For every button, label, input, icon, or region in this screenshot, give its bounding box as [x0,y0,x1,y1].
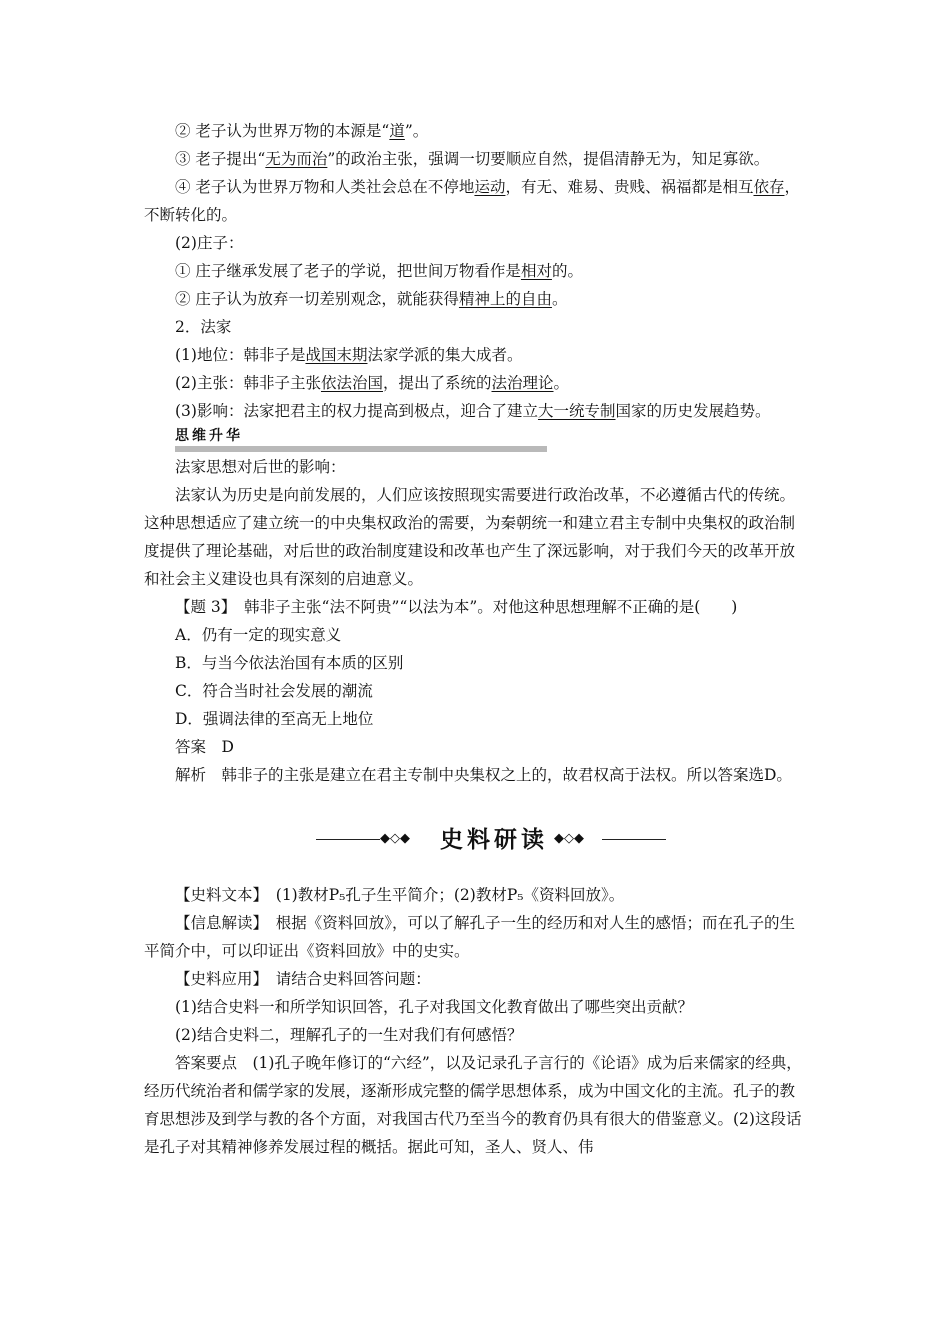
diamond-ornament-icon: ◆◇◆ [380,831,410,846]
question-option-d: D．强调法律的至高无上地位 [175,710,374,728]
section-rule-left [316,839,380,840]
zhuangzi-point-2: ② 庄子认为放弃一切差别观念，就能获得精神上的自由。 [175,290,568,308]
laozi-point-4: ④ 老子认为世界万物和人类社会总在不停地运动，有无、难易、贵贱、祸福都是相互依存，不断转化的。 [144,178,800,224]
material-question-1: (1)结合史料一和所学知识回答，孔子对我国文化教育做出了哪些突出贡献？ [175,998,693,1016]
thinking-body: 法家认为历史是向前发展的，人们应该按照现实需要进行政治改革，不必遵循古代的传统。这种思想适应了建立统一的中央集权政治的需要，为秦朝统一和建立君主专制中央集权的政治制度提供了理论基础，对后世的政治制度建设和改革也产生了深远影响，对于我们今天的改革开放和社会主义建设也具有深刻的启迪意义。 [144,486,796,588]
material-answer: 答案要点 (1)孔子晚年修订的“六经”，以及记录孔子言行的《论语》成为后来儒家的经典，经历代统治者和儒学家的发展，逐渐形成完整的儒学思想体系，成为中国文化的主流。孔子的教育思想涉及到学与教的各个方面，对我国古代乃至当今的教育仍具有很大的借鉴意义。(2)这段话是孔子对其精神修养发展过程的概括。据此可知，圣人、贤人、伟 [144,1054,802,1156]
question-answer: 答案 D [175,738,234,756]
question-option-b: B．与当今依法治国有本质的区别 [175,654,404,672]
question-stem: 【题 3】 韩非子主张“法不阿贵”“以法为本”。对他这种思想理解不正确的是( ) [175,598,738,616]
section-rule-right [602,839,666,840]
fajia-heading: 2．法家 [175,318,232,336]
fajia-influence: (3)影响：法家把君主的权力提高到极点，迎合了建立大一统专制国家的历史发展趋势。 [175,402,771,420]
laozi-point-2: ② 老子认为世界万物的本源是“道”。 [175,122,429,140]
laozi-point-3: ③ 老子提出“无为而治”的政治主张，强调一切要顺应自然，提倡清静无为，知足寡欲。 [175,150,770,168]
material-text: 【史料文本】 (1)教材P₅孔子生平简介；(2)教材P₅《资料回放》。 [175,886,625,904]
question-analysis: 解析 韩非子的主张是建立在君主专制中央集权之上的，故君权高于法权。所以答案选D。 [175,766,792,784]
material-question-2: (2)结合史料二，理解孔子的一生对我们有何感悟？ [175,1026,523,1044]
document-body [144,117,806,1161]
thinking-divider [175,446,547,452]
question-label: 【题 3】 [175,598,229,616]
question-option-a: A．仍有一定的现实意义 [175,626,342,644]
material-application: 【史料应用】 请结合史料回答问题： [175,970,431,988]
material-info: 【信息解读】 根据《资料回放》，可以了解孔子一生的经历和对人生的感悟；而在孔子的生平简介中，可以印证出《资料回放》中的史实。 [144,914,796,960]
thinking-subtitle: 法家思想对后世的影响： [175,458,346,476]
thinking-header [144,427,806,451]
fajia-status: (1)地位：韩非子是战国末期法家学派的集大成者。 [175,346,523,364]
zhuangzi-point-1: ① 庄子继承发展了老子的学说，把世间万物看作是相对的。 [175,262,583,280]
diamond-ornament-icon: ◆◇◆ [554,831,584,846]
fajia-proposition: (2)主张：韩非子主张依法治国，提出了系统的法治理论。 [175,374,570,392]
thinking-title: 思维升华 [175,428,243,444]
section-header [144,817,806,861]
zhuangzi-heading: (2)庄子： [175,234,244,252]
question-option-c: C．符合当时社会发展的潮流 [175,682,373,700]
section-title: 史料研读 [440,827,548,853]
